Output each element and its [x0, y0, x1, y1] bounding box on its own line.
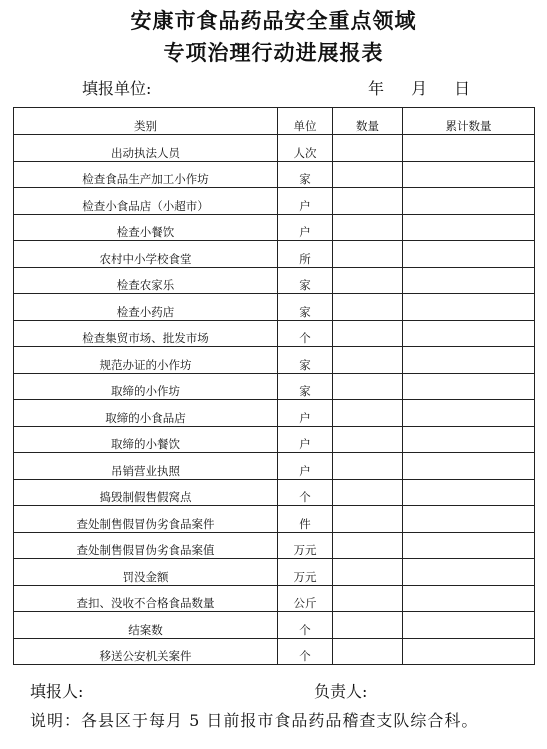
row-category-cell: 查处制售假冒伪劣食品案值 — [14, 532, 278, 559]
filler-label: 填报人: — [30, 682, 84, 701]
row-cumulative-cell[interactable] — [403, 479, 535, 506]
row-category-cell: 取缔的小作坊 — [14, 373, 278, 400]
row-quantity-cell[interactable] — [333, 532, 403, 559]
row-category-cell: 罚没金额 — [14, 559, 278, 586]
report-title-line2: 专项治理行动进展报表 — [163, 40, 384, 65]
table-row — [14, 373, 535, 400]
column-header-category: 类别 — [14, 108, 278, 135]
row-unit-cell: 户 — [278, 214, 333, 241]
row-cumulative-cell[interactable] — [403, 161, 535, 188]
row-cumulative-cell[interactable] — [403, 453, 535, 480]
row-quantity-cell[interactable] — [333, 400, 403, 427]
table-row — [14, 506, 535, 533]
row-quantity-cell[interactable] — [333, 347, 403, 374]
row-category-cell: 检查集贸市场、批发市场 — [14, 320, 278, 347]
row-cumulative-cell[interactable] — [403, 214, 535, 241]
row-quantity-cell[interactable] — [333, 267, 403, 294]
row-unit-cell: 万元 — [278, 532, 333, 559]
table-row — [14, 585, 535, 612]
row-category-cell: 检查小餐饮 — [14, 214, 278, 241]
table-row — [14, 214, 535, 241]
row-unit-cell: 家 — [278, 267, 333, 294]
row-quantity-cell[interactable] — [333, 373, 403, 400]
table-row — [14, 479, 535, 506]
row-category-cell: 检查食品生产加工小作坊 — [14, 161, 278, 188]
table-row — [14, 559, 535, 586]
row-quantity-cell[interactable] — [333, 294, 403, 321]
row-cumulative-cell[interactable] — [403, 506, 535, 533]
row-cumulative-cell[interactable] — [403, 241, 535, 268]
row-cumulative-cell[interactable] — [403, 347, 535, 374]
row-quantity-cell[interactable] — [333, 585, 403, 612]
row-unit-cell: 户 — [278, 426, 333, 453]
table-row — [14, 294, 535, 321]
row-unit-cell: 家 — [278, 161, 333, 188]
row-category-cell: 取缔的小餐饮 — [14, 426, 278, 453]
row-quantity-cell[interactable] — [333, 559, 403, 586]
table-row — [14, 612, 535, 639]
row-cumulative-cell[interactable] — [403, 320, 535, 347]
table-row — [14, 135, 535, 162]
row-cumulative-cell[interactable] — [403, 638, 535, 665]
row-unit-cell: 人次 — [278, 135, 333, 162]
report-title-line1: 安康市食品药品安全重点领域 — [130, 8, 417, 33]
row-unit-cell: 所 — [278, 241, 333, 268]
table-row — [14, 400, 535, 427]
row-category-cell: 检查小药店 — [14, 294, 278, 321]
row-cumulative-cell[interactable] — [403, 532, 535, 559]
row-cumulative-cell[interactable] — [403, 294, 535, 321]
row-cumulative-cell[interactable] — [403, 612, 535, 639]
reporting-unit-label: 填报单位: — [82, 79, 152, 98]
table-row — [14, 347, 535, 374]
row-quantity-cell[interactable] — [333, 479, 403, 506]
row-quantity-cell[interactable] — [333, 612, 403, 639]
row-cumulative-cell[interactable] — [403, 426, 535, 453]
row-cumulative-cell[interactable] — [403, 135, 535, 162]
row-quantity-cell[interactable] — [333, 638, 403, 665]
table-row — [14, 241, 535, 268]
table-row — [14, 426, 535, 453]
date-label: 年 月 日 — [368, 79, 471, 98]
progress-table — [13, 107, 535, 665]
row-category-cell: 取缔的小食品店 — [14, 400, 278, 427]
table-row — [14, 532, 535, 559]
row-category-cell: 查处制售假冒伪劣食品案件 — [14, 506, 278, 533]
row-unit-cell: 万元 — [278, 559, 333, 586]
table-row — [14, 188, 535, 215]
row-category-cell: 检查小食品店（小超市） — [14, 188, 278, 215]
row-unit-cell: 家 — [278, 373, 333, 400]
row-unit-cell: 个 — [278, 612, 333, 639]
row-quantity-cell[interactable] — [333, 214, 403, 241]
row-quantity-cell[interactable] — [333, 320, 403, 347]
row-unit-cell: 户 — [278, 188, 333, 215]
row-cumulative-cell[interactable] — [403, 585, 535, 612]
column-header-quantity: 数量 — [333, 108, 403, 135]
table-row — [14, 267, 535, 294]
table-row — [14, 453, 535, 480]
row-unit-cell: 家 — [278, 347, 333, 374]
row-quantity-cell[interactable] — [333, 506, 403, 533]
row-unit-cell: 个 — [278, 320, 333, 347]
footnote: 说明：各县区于每月 5 日前报市食品药品稽查支队综合科。 — [30, 711, 479, 730]
row-category-cell: 移送公安机关案件 — [14, 638, 278, 665]
row-unit-cell: 户 — [278, 400, 333, 427]
row-category-cell: 农村中小学校食堂 — [14, 241, 278, 268]
row-category-cell: 捣毁制假售假窝点 — [14, 479, 278, 506]
row-unit-cell: 个 — [278, 479, 333, 506]
row-unit-cell: 户 — [278, 453, 333, 480]
row-category-cell: 检查农家乐 — [14, 267, 278, 294]
column-header-cumulative: 累计数量 — [403, 108, 535, 135]
row-unit-cell: 件 — [278, 506, 333, 533]
row-category-cell: 结案数 — [14, 612, 278, 639]
row-quantity-cell[interactable] — [333, 426, 403, 453]
column-header-unit: 单位 — [278, 108, 333, 135]
table-body — [14, 135, 535, 665]
table-row — [14, 638, 535, 665]
row-category-cell: 吊销营业执照 — [14, 453, 278, 480]
table-row — [14, 161, 535, 188]
row-quantity-cell[interactable] — [333, 241, 403, 268]
row-unit-cell: 家 — [278, 294, 333, 321]
row-cumulative-cell[interactable] — [403, 267, 535, 294]
row-quantity-cell[interactable] — [333, 161, 403, 188]
row-unit-cell: 公斤 — [278, 585, 333, 612]
row-cumulative-cell[interactable] — [403, 188, 535, 215]
row-unit-cell: 个 — [278, 638, 333, 665]
responsible-label: 负责人: — [314, 682, 368, 701]
row-quantity-cell[interactable] — [333, 453, 403, 480]
row-quantity-cell[interactable] — [333, 188, 403, 215]
row-category-cell: 出动执法人员 — [14, 135, 278, 162]
row-category-cell: 查扣、没收不合格食品数量 — [14, 585, 278, 612]
table-header-row — [14, 108, 535, 135]
row-quantity-cell[interactable] — [333, 135, 403, 162]
row-category-cell: 规范办证的小作坊 — [14, 347, 278, 374]
row-cumulative-cell[interactable] — [403, 400, 535, 427]
table-row — [14, 320, 535, 347]
row-cumulative-cell[interactable] — [403, 373, 535, 400]
row-cumulative-cell[interactable] — [403, 559, 535, 586]
